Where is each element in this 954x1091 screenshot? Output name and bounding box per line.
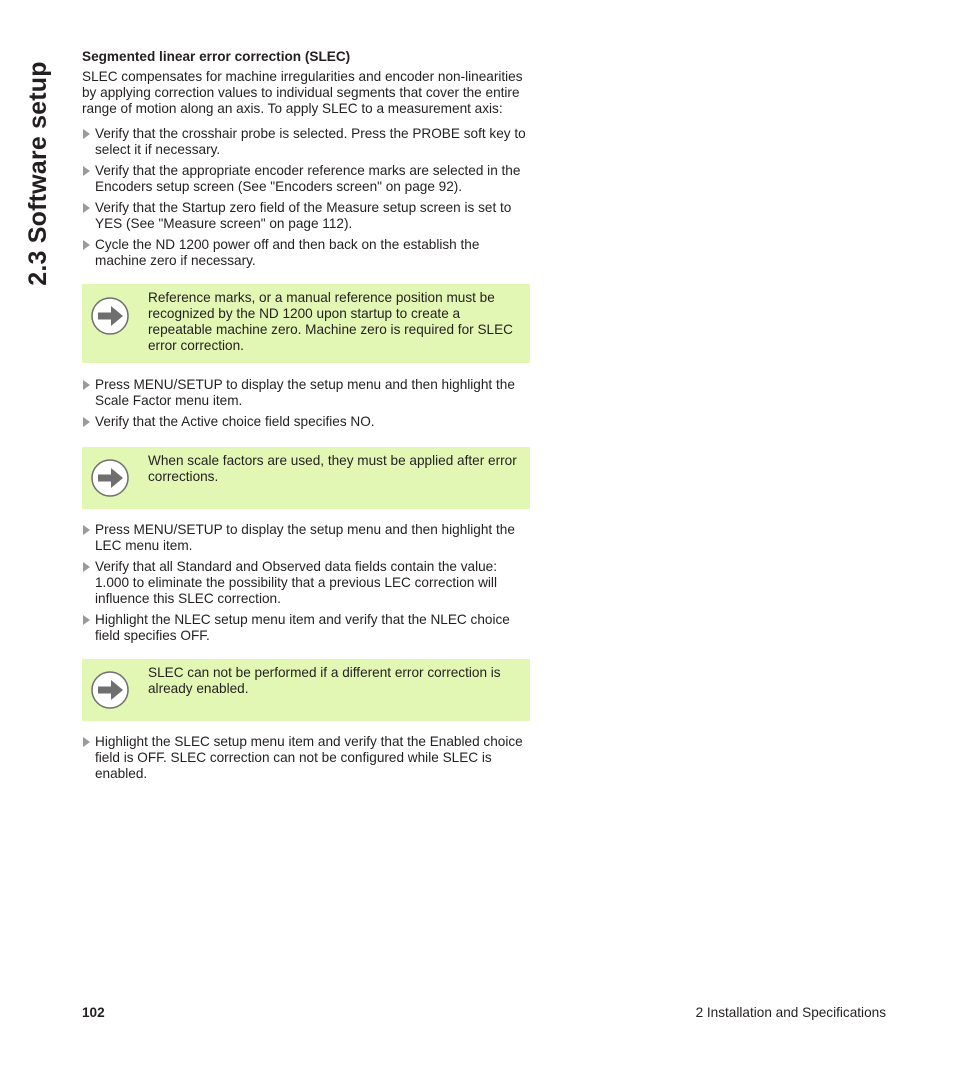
list-item-text: Verify that the Startup zero field of the Measure setup screen is set to YES (See "Measure screen" on page 112). xyxy=(95,200,512,231)
note-text: SLEC can not be performed if a different error correction is already enabled. xyxy=(148,665,501,696)
list-item xyxy=(82,126,528,158)
triangle-bullet-icon xyxy=(83,615,90,625)
note-box-1 xyxy=(82,284,530,363)
note-text: When scale factors are used, they must be applied after error corrections. xyxy=(148,453,517,484)
list-item xyxy=(82,163,528,195)
list-item-text: Verify that the Active choice field specifies NO. xyxy=(95,414,375,429)
triangle-bullet-icon xyxy=(83,380,90,390)
triangle-bullet-icon xyxy=(83,417,90,427)
arrow-right-circle-icon xyxy=(90,458,130,498)
triangle-bullet-icon xyxy=(83,129,90,139)
list-item xyxy=(82,237,528,269)
list-item xyxy=(82,200,528,232)
triangle-bullet-icon xyxy=(83,525,90,535)
list-item xyxy=(82,612,528,644)
list-item xyxy=(82,377,528,409)
arrow-right-circle-icon xyxy=(90,670,130,710)
note-text: Reference marks, or a manual reference position must be recognized by the ND 1200 upon startup to create a repeatable machine zero. Machine zero is required for SLEC error correction. xyxy=(148,290,513,353)
section-heading: Segmented linear error correction (SLEC) xyxy=(82,49,351,64)
arrow-right-circle-icon xyxy=(90,296,130,336)
intro-paragraph: SLEC compensates for machine irregularities and encoder non-linearities by applying correction values to individual segments that cover the entire range of motion along an axis. To apply SLEC to a measurement axis: xyxy=(82,69,523,116)
section-side-title xyxy=(18,58,58,288)
page-content xyxy=(82,49,528,787)
step-list-1 xyxy=(82,126,528,269)
note-box-3 xyxy=(82,659,530,721)
footer-chapter-title: 2 Installation and Specifications xyxy=(695,1005,886,1020)
list-item xyxy=(82,734,528,782)
step-list-2 xyxy=(82,377,528,430)
step-list-4 xyxy=(82,734,528,782)
triangle-bullet-icon xyxy=(83,166,90,176)
note-box-2 xyxy=(82,447,530,509)
triangle-bullet-icon xyxy=(83,203,90,213)
page-number: 102 xyxy=(82,1005,105,1020)
step-list-3 xyxy=(82,522,528,644)
triangle-bullet-icon xyxy=(83,240,90,250)
list-item-text: Press MENU/SETUP to display the setup menu and then highlight the Scale Factor menu item. xyxy=(95,377,515,408)
triangle-bullet-icon xyxy=(83,562,90,572)
list-item-text: Verify that all Standard and Observed data fields contain the value: 1.000 to eliminate the possibility that a previous LEC correction will influence this SLEC correction. xyxy=(95,559,498,606)
list-item xyxy=(82,522,528,554)
list-item-text: Cycle the ND 1200 power off and then back on the establish the machine zero if necessary. xyxy=(95,237,480,268)
list-item xyxy=(82,414,528,430)
list-item-text: Highlight the SLEC setup menu item and verify that the Enabled choice field is OFF. SLEC correction can not be configured while SLEC is enabled. xyxy=(95,734,523,781)
list-item-text: Verify that the appropriate encoder reference marks are selected in the Encoders setup screen (See "Encoders screen" on page 92). xyxy=(95,163,521,194)
list-item-text: Highlight the NLEC setup menu item and verify that the NLEC choice field specifies OFF. xyxy=(95,612,510,643)
list-item xyxy=(82,559,528,607)
triangle-bullet-icon xyxy=(83,737,90,747)
list-item-text: Press MENU/SETUP to display the setup menu and then highlight the LEC menu item. xyxy=(95,522,515,553)
section-side-title-text: 2.3 Software setup xyxy=(23,60,52,286)
list-item-text: Verify that the crosshair probe is selected. Press the PROBE soft key to select it if necessary. xyxy=(95,126,526,157)
